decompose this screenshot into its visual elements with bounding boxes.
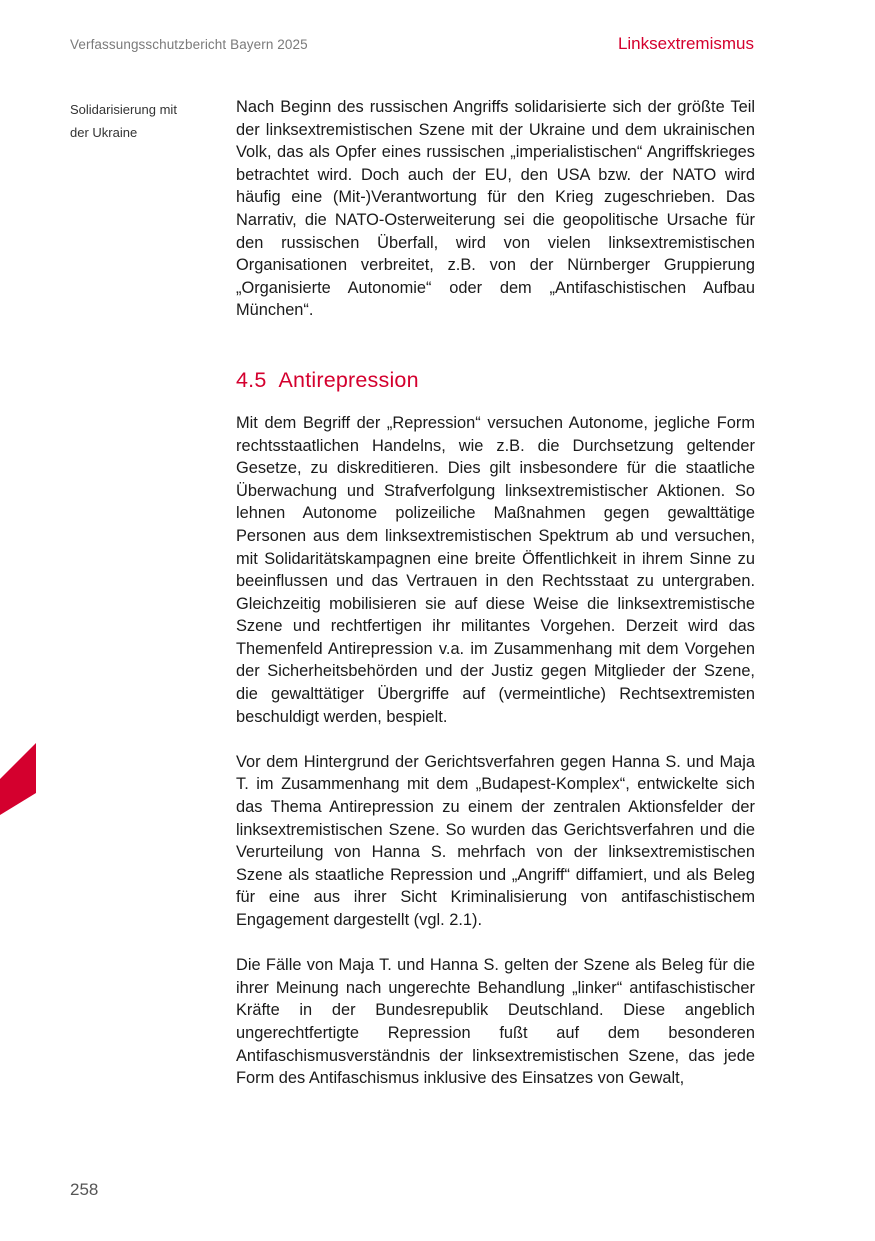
intro-paragraph: Nach Beginn des russischen Angriffs solidarisierte sich der größte Teil der linksextremistischen Szene mit der Ukraine und dem ukrainischen Volk, das als Opfer eines russischen „imperialistischen“ Angriffskrieges betrachtet wird. Doch auch der EU, den USA bzw. der NATO wird häufig eine (Mit-)Verantwortung für den Krieg zugeschrieben. Das Narrativ, die NATO-Osterweiterung sei die geopolitische Ursache für den russischen Überfall, wird von vielen linksextremistischen Organisationen verbreitet, z.B. von der Nürnberger Gruppierung „Organisierte Autonomie“ oder dem „Antifaschistischen Aufbau München“.	[236, 98, 755, 320]
chapter-marker-tab	[0, 743, 36, 815]
body-paragraph-2: Vor dem Hintergrund der Gerichtsverfahren gegen Hanna S. und Maja T. im Zusammenhang mit dem „Budapest-Komplex“, entwickelte sich das Thema Antirepression zu einem der zentralen Aktionsfelder der linksextremistischen Szene. So wurden das Gerichtsverfahren und die Verurteilung von Hanna S. mehrfach von der linksextremistischen Szene als staatliche Repression und „Angriff“ diffamiert, und als Beleg für eine aus ihrer Sicht Kriminalisierung von antifaschistischem Engagement dargestellt (vgl. 2.1).	[236, 752, 755, 929]
section-title: Antirepression	[278, 367, 419, 392]
section-heading	[236, 368, 755, 393]
body-paragraph-3: Die Fälle von Maja T. und Hanna S. gelten der Szene als Beleg für die ihrer Meinung nach ungerechte Behandlung „linker“ antifaschistischer Kräfte in der Bundesrepublik Deutschland. Diese angeblich ungerechtfertigte Repression fußt auf dem besonderen Antifaschismusverständnis der linksextremistischen Szene, das jede Form des Antifaschismus inklusive des Einsatzes von Gewalt,	[236, 956, 755, 1088]
main-text-column	[236, 96, 755, 1090]
margin-note-line-1: Solidarisierung mit	[70, 102, 177, 117]
running-header-title: Verfassungsschutzbericht Bayern 2025	[70, 37, 308, 52]
margin-note-line-2: der Ukraine	[70, 125, 138, 140]
page-number: 258	[70, 1180, 99, 1199]
body-paragraph-1: Mit dem Begriff der „Repression“ versuchen Autonome, jegliche Form rechtsstaatlichen Handelns, wie z.B. die Durchsetzung geltender Gesetze, zu diskreditieren. Dies gilt insbesondere für die staatliche Überwachung und Strafverfolgung linksextremistischer Aktionen. So lehnen Autonome polizeiliche Maßnahmen gegen gewalttätige Personen aus dem linksextremistischen Spektrum ab und versuchen, mit Solidaritätskampagnen eine breite Öffentlichkeit in ihrem Sinne zu beeinflussen und das Vertrauen in den Rechtsstaat zu untergraben. Gleichzeitig mobilisieren sie auf diese Weise die linksextremistische Szene und rechtfertigen ihr militantes Vorgehen. Derzeit wird das Themenfeld Antirepression v.a. im Zusammenhang mit dem Vorgehen der Sicherheitsbehörden und der Justiz gegen Mitglieder der Szene, die gewalttätiger Übergriffe auf (vermeintliche) Rechtsextremisten beschuldigt werden, bespielt.	[236, 413, 755, 726]
section-number: 4.5	[236, 367, 267, 392]
chapter-header-title: Linksextremismus	[617, 34, 754, 53]
margin-note	[70, 98, 210, 144]
